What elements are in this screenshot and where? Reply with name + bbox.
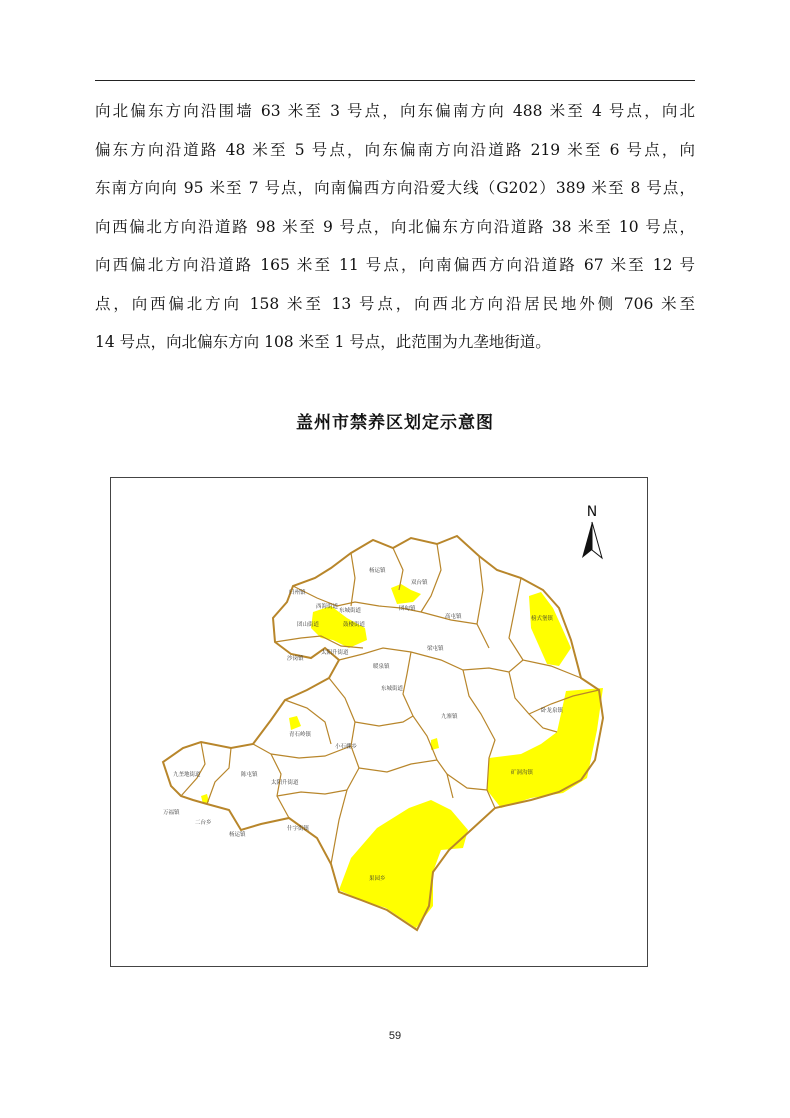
place-label: 果园乡 (369, 876, 386, 882)
place-label: 小石棚乡 (335, 744, 358, 750)
place-label: 杨运镇 (229, 832, 246, 838)
map-frame (110, 477, 648, 967)
place-label: 沙岗镇 (287, 656, 304, 662)
body-line: 向西偏北方向沿道路 98 米至 9 号点，向北偏东方向沿道路 38 米至 10 号点， (95, 217, 695, 236)
restricted-zone (391, 584, 421, 604)
body-line: 点，向西偏北方向 158 米至 13 号点，向西北方向沿居民地外侧 706 米至 (95, 294, 695, 313)
north-arrow-icon (582, 504, 602, 558)
place-label: 双台镇 (411, 580, 428, 586)
map-title: 盖州市禁养区划定示意图 (296, 413, 494, 433)
place-label: 矿洞沟镇 (511, 770, 534, 776)
place-label: 陈屯镇 (241, 772, 258, 778)
place-label: 青石岭镇 (289, 732, 312, 738)
place-label: 杨运镇 (369, 568, 386, 574)
place-label: 太阳升街道 (271, 780, 299, 786)
body-line: 向西偏北方向沿道路 165 米至 11 号点，向南偏西方向沿道路 67 米至 12 号 (95, 256, 695, 274)
place-label: 万福镇 (163, 810, 180, 816)
page-number: 59 (388, 1030, 402, 1042)
place-label: 西海街道 (316, 604, 339, 610)
place-label: 东城街道 (381, 686, 404, 692)
restricted-zone (289, 716, 301, 730)
map-svg (111, 478, 647, 966)
place-label: 太阳升街道 (321, 650, 349, 656)
place-label: 团甸镇 (399, 606, 416, 612)
restricted-zone (339, 800, 468, 928)
place-label: 东城街道 (339, 608, 362, 614)
body-line: 14 号点，向北偏东方向 108 米至 1 号点，此范围为九垄地街道。 (95, 333, 551, 351)
place-label: 团山街道 (297, 622, 320, 628)
place-label: 暖泉镇 (373, 664, 390, 670)
place-labels (163, 566, 564, 882)
restricted-zone (529, 592, 571, 666)
body-line: 向北偏东方向沿围墙 63 米至 3 号点，向东偏南方向 488 米至 4 号点，向北 (95, 102, 695, 120)
north-label: N (586, 504, 598, 520)
place-label: 二台乡 (195, 820, 212, 826)
body-line: 偏东方向沿道路 48 米至 5 号点，向东偏南方向沿道路 219 米至 6 号点，向 (95, 140, 695, 159)
restricted-zone (487, 688, 603, 808)
place-label: 什字街镇 (287, 826, 310, 832)
place-label: 卧龙泉镇 (541, 708, 564, 714)
place-label: 高屯镇 (445, 614, 462, 620)
place-label: 九垄地街道 (173, 772, 201, 778)
header-rule (95, 80, 695, 81)
place-label: 榜式堡镇 (531, 616, 554, 622)
place-label: 九寨镇 (441, 714, 458, 720)
body-text (95, 92, 695, 362)
place-label: 归州镇 (289, 590, 306, 596)
restricted-zones (201, 584, 603, 928)
body-line: 东南方向向 95 米至 7 号点，向南偏西方向沿爱大线（G202）389 米至 8 号点， (95, 179, 695, 197)
place-label: 梁屯镇 (427, 646, 444, 652)
township-boundaries (181, 544, 599, 864)
place-label: 鼓楼街道 (343, 622, 366, 628)
